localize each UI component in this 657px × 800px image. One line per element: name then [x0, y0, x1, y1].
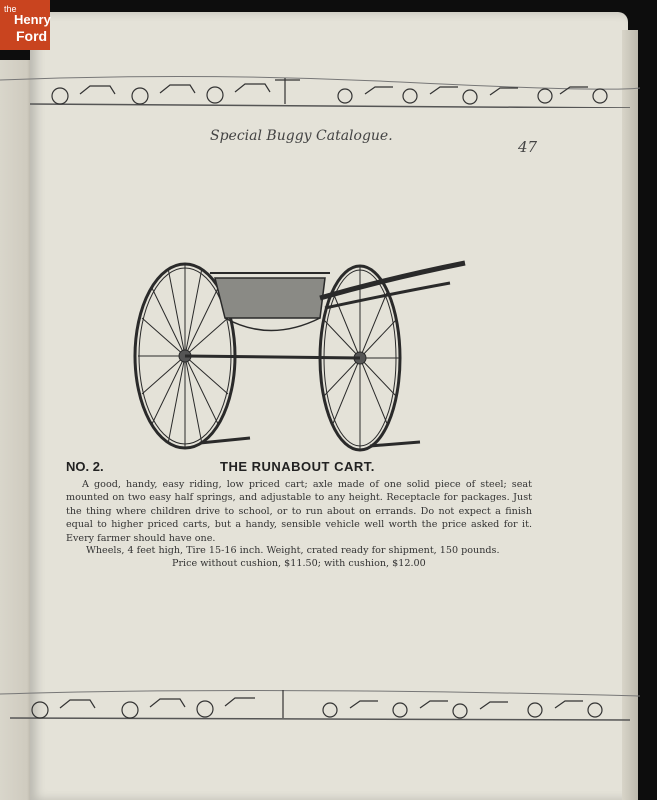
item-description: A good, handy, easy riding, low priced cart; axle made of one solid piece of steel; seat mounted on two easy half springs, and adjustable to any height. Receptacle for packages. Just the thing where children drive to school, or to run about on errands. Do not expect a finish equal to higher priced carts, but a handy, sensible vehicle well worth the price asked for it. Every farmer should have one.: [66, 479, 532, 544]
bottom-decorative-border: [0, 684, 640, 724]
item-price: Price without cushion, $11.50; with cushion, $12.00: [172, 558, 426, 569]
item-number: NO. 2.: [66, 459, 104, 474]
henry-ford-logo: [0, 0, 50, 50]
logo-text: the: [4, 4, 17, 14]
logo-text: Ford: [16, 28, 48, 44]
page-number: 47: [518, 138, 538, 156]
top-decorative-border: [0, 68, 640, 108]
running-head: Special Buggy Catalogue.: [210, 128, 393, 144]
item-title: THE RUNABOUT CART.: [220, 459, 375, 474]
logo-text: Henry: [14, 12, 51, 27]
runabout-cart-illustration: [130, 258, 475, 458]
item-specs: Wheels, 4 feet high, Tire 15-16 inch. Weight, crated ready for shipment, 150 pounds.: [86, 545, 500, 556]
